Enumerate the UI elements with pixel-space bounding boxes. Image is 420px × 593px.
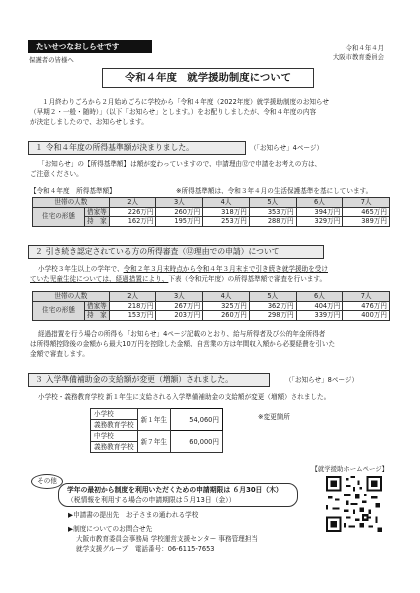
section-1-heading [28, 141, 246, 155]
table-cell: 226万円 [109, 207, 156, 217]
table-row [33, 207, 390, 217]
table-col-header: 7人 [343, 292, 390, 302]
table-cell: 325万円 [203, 301, 250, 311]
deadline-line-1: 学年の最初から制度を利用いただくための申請期限は ６月30日（木） [67, 486, 283, 494]
greeting: 保護者の皆様へ [29, 56, 74, 64]
table-col-header: 2人 [109, 292, 156, 302]
table-cell: 298万円 [249, 311, 296, 321]
table-row-label: 住宅の形態 [33, 301, 85, 320]
table-cell: 260万円 [203, 311, 250, 321]
section-2-text-line-2 [30, 274, 394, 284]
section-2-note-line-3: 金額で審査します。 [30, 350, 89, 359]
table-cell: 394万円 [296, 207, 343, 217]
submit-destination: ▶申請書の提出先 お子さまの通われる学校 [68, 511, 199, 519]
table-cell: 162万円 [109, 217, 156, 227]
table-cell: 267万円 [156, 301, 203, 311]
table-cell: 小学校 [91, 409, 138, 420]
issuer: 大阪市教育委員会 [332, 53, 384, 62]
section-2-text [30, 264, 394, 284]
section-2-number: ２ [35, 247, 43, 256]
contact-dept: 就学支援グループ 電話番号：06-6115-7653 [76, 545, 215, 554]
section-2-heading [28, 245, 324, 259]
table-col-header: 7人 [343, 198, 390, 208]
table-row [91, 431, 223, 442]
section-1-caption-left: 【令和４年度 所得基準額】 [30, 187, 116, 195]
table-row-header: 世帯の人数 [33, 198, 110, 208]
table-col-header: 4人 [203, 198, 250, 208]
change-note: ※変更箇所 [258, 413, 290, 421]
table-cell: 203万円 [156, 311, 203, 321]
section-1-ref: （「お知らせ」4ページ） [250, 144, 324, 152]
section-2-text-2-underline: ていた児童生徒については、経過措置により、 [30, 275, 169, 284]
issue-date: 令和４年４月 [345, 44, 384, 52]
income-table-2019 [32, 291, 390, 321]
table-cell: 288万円 [249, 217, 296, 227]
homepage-label: 【就学援助ホームページ】 [311, 465, 388, 473]
section-1-title: 令和４年度の所得基準額が決まりました。 [45, 143, 194, 152]
table-cell: 353万円 [249, 207, 296, 217]
table-cell: 60,000円 [170, 431, 222, 453]
deadline-line-2: （税情報を利用する場合の申請期限は５月13日（金）） [67, 495, 236, 504]
table-cell: 新１年生 [137, 409, 170, 431]
table-row [91, 409, 223, 420]
section-3-title: 入学準備補助金の支給額が変更（増額）されました。 [45, 375, 233, 384]
table-cell: 借家等 [85, 207, 110, 217]
section-2-note-line-1: 経過措置を行う場合の所得も「お知らせ」4ページ記載のとおり、給与所得者及び公的年金所得者 [38, 330, 326, 338]
table-cell: 260万円 [156, 207, 203, 217]
issue-meta [333, 44, 384, 63]
qr-code-icon[interactable] [326, 476, 382, 532]
deadline-box [58, 483, 298, 507]
intro-paragraph [30, 97, 390, 128]
table-col-header: 6人 [296, 198, 343, 208]
table-col-header: 2人 [109, 198, 156, 208]
table-col-header: 5人 [249, 292, 296, 302]
notice-badge: たいせつなおしらせです [28, 40, 152, 53]
table-cell: 404万円 [296, 301, 343, 311]
table-cell: 400万円 [343, 311, 390, 321]
table-col-header: 4人 [203, 292, 250, 302]
section-1-number: １ [35, 143, 43, 152]
table-cell: 253万円 [203, 217, 250, 227]
table-cell: 195万円 [156, 217, 203, 227]
table-row [33, 301, 390, 311]
section-2-text-2-post: 下表（令和元年度）の所得基準額で審査を行います。 [168, 275, 327, 284]
section-1-text [30, 159, 392, 179]
section-3-heading [28, 373, 270, 387]
table-col-header: 6人 [296, 292, 343, 302]
table-cell: 借家等 [85, 301, 110, 311]
table-row-header: 世帯の人数 [33, 292, 110, 302]
intro-line-3: が決定しましたので、お知らせします。 [30, 118, 148, 127]
section-2-text-1-underline: 令和２年３月末時点から令和４年３月末まで引き続き就学援助を受け [123, 265, 328, 273]
table-cell: 義務教育学校 [91, 420, 138, 431]
section-2-note [30, 329, 394, 360]
table-col-header: 5人 [249, 198, 296, 208]
section-3-text: 小学校・義務教育学校 新１年生に支給される入学準備補助金の支給額が変更（増額）されました。 [38, 393, 331, 401]
table-row [33, 217, 390, 227]
table-cell: 362万円 [249, 301, 296, 311]
section-2-note-line-2: は所得額控除後の金額から最大10万円を控除した金額、自営業の方は年間収入額から必要経費を引いた [30, 340, 336, 349]
table-cell: 新７年生 [137, 431, 170, 453]
table-cell: 中学校 [91, 431, 138, 442]
table-cell: 義務教育学校 [91, 442, 138, 453]
table-cell: 持 家 [85, 217, 110, 227]
income-table-2022 [32, 197, 390, 227]
table-cell: 465万円 [343, 207, 390, 217]
intro-line-2: （早期２・一般・随時）」（以下「お知らせ」とします。）をお配りしましたが、令和４年度の内容 [30, 108, 317, 117]
contact-label: ▶制度についてのお問合せ先 [68, 525, 153, 533]
table-row-label: 住宅の形態 [33, 207, 85, 226]
table-col-header: 3人 [156, 198, 203, 208]
contact-block [68, 524, 258, 555]
entrance-grant-table [90, 408, 223, 453]
section-3-number: ３ [35, 375, 43, 384]
table-cell: 318万円 [203, 207, 250, 217]
section-1-text-line-2: ご注意ください。 [30, 170, 83, 179]
table-cell: 389万円 [343, 217, 390, 227]
table-row [33, 311, 390, 321]
table-cell: 476万円 [343, 301, 390, 311]
table-col-header: 3人 [156, 292, 203, 302]
section-3-ref: （「お知らせ」8ページ） [285, 376, 359, 384]
table-cell: 218万円 [109, 301, 156, 311]
table-cell: 153万円 [109, 311, 156, 321]
contact-org: 大阪市教育委員会事務局 学校運営支援センター 事務管理担当 [76, 535, 258, 544]
section-2-title: 引き続き認定されている方の所得審査（⑫理由での申請）について [45, 247, 280, 256]
intro-line-1: １月終わりごろから２月始めごろに学校から「令和４年度（2022年度）就学援助制度のお知らせ [42, 98, 329, 106]
other-label: その他 [31, 474, 63, 489]
section-2-text-1-pre: 小学校３年生以上の学年で、 [38, 265, 124, 273]
table-cell: 329万円 [296, 217, 343, 227]
table-cell: 54,060円 [170, 409, 222, 431]
table-cell: 持 家 [85, 311, 110, 321]
section-1-caption-right: ※所得基準額は、令和３年４月の生活保護基準を基にしています。 [176, 187, 373, 195]
page-title: 令和４年度 就学援助制度について [102, 68, 314, 88]
table-cell: 339万円 [296, 311, 343, 321]
section-2-text-line-1 [30, 264, 394, 274]
section-1-text-line-1: 「お知らせ」の【所得基準額】は額が変わっていますので、申請理由⑫で申請をお考えの方は、 [38, 160, 322, 168]
